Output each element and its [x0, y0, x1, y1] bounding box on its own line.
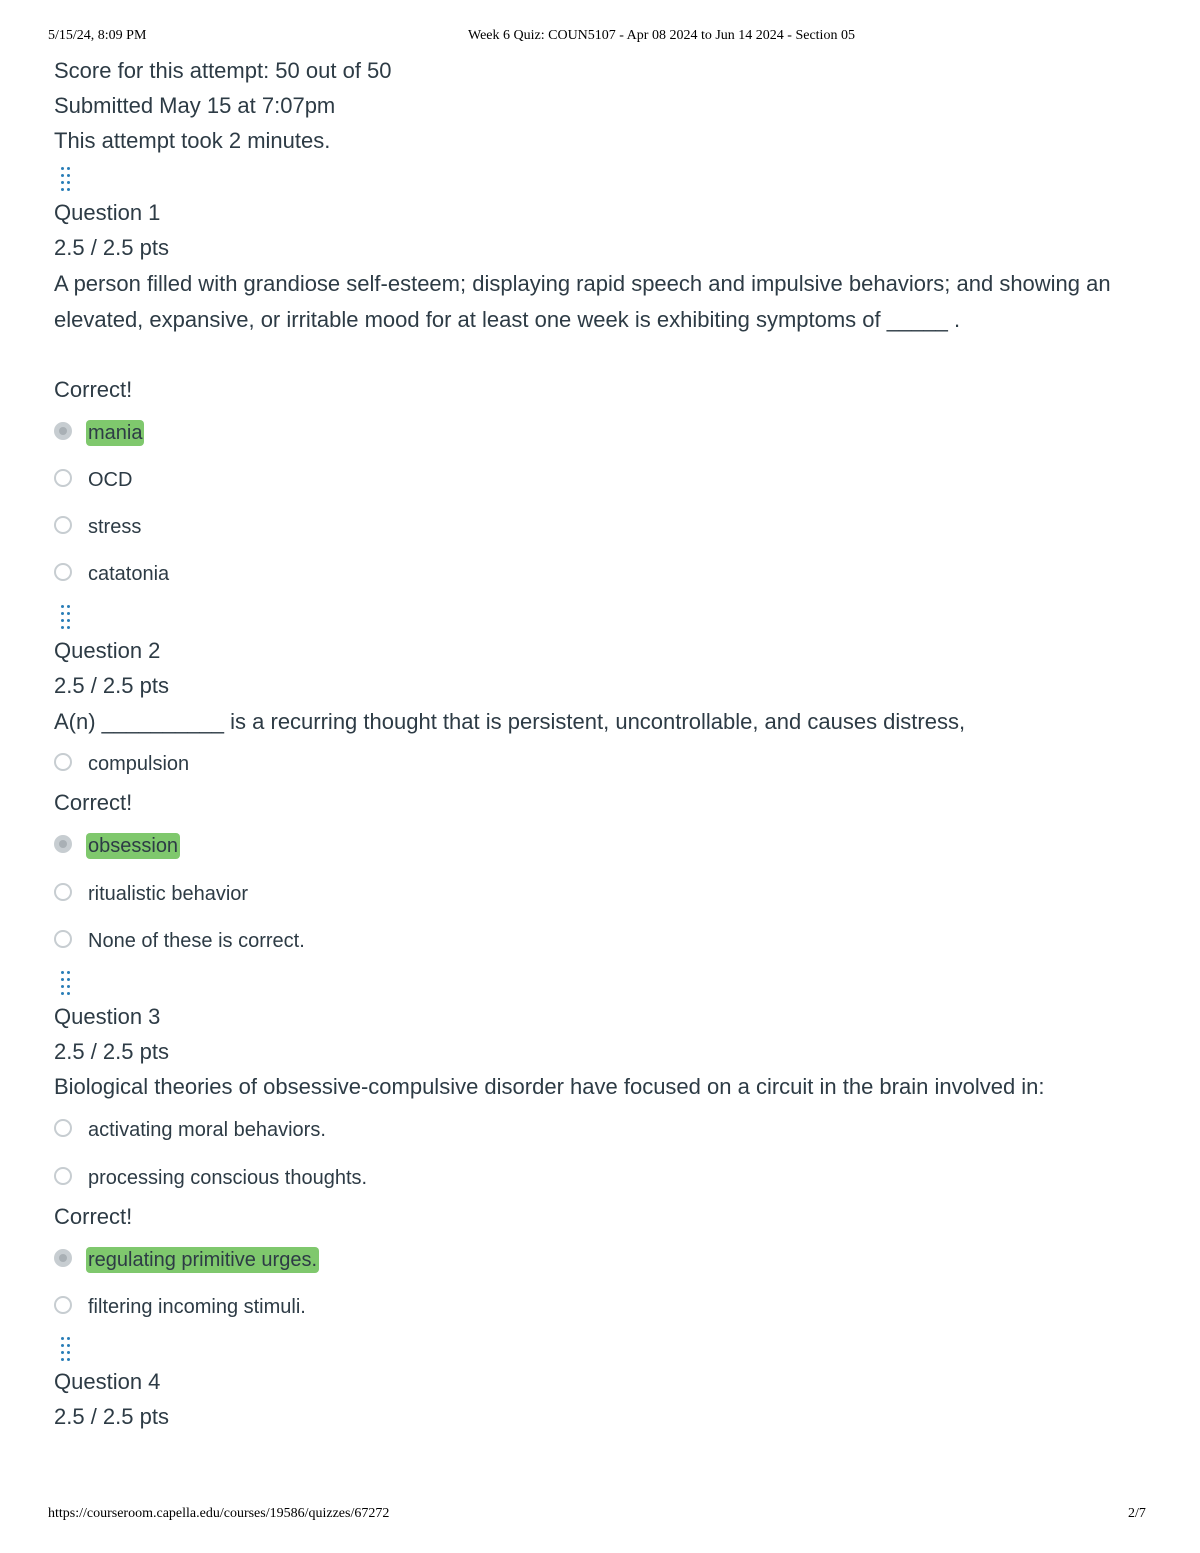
- question-points: 2.5 / 2.5 pts: [54, 235, 169, 260]
- question-text: A(n) __________ is a recurring thought that is persistent, uncontrollable, and causes distress,: [54, 709, 966, 734]
- drag-handle-icon[interactable]: [61, 605, 71, 629]
- radio-icon[interactable]: [54, 563, 72, 581]
- score-summary: Score for this attempt: 50 out of 50: [54, 58, 392, 83]
- radio-icon[interactable]: [54, 1296, 72, 1314]
- question-title: Question 2: [54, 638, 161, 663]
- print-url: https://courseroom.capella.edu/courses/19586/quizzes/67272: [48, 1506, 390, 1521]
- print-page-title: Week 6 Quiz: COUN5107 - Apr 08 2024 to Jun 14 2024 - Section 05: [468, 28, 855, 43]
- print-header: [0, 28, 1200, 48]
- radio-icon[interactable]: [54, 469, 72, 487]
- answer-label: catatonia: [88, 563, 170, 585]
- drag-handle-icon[interactable]: [61, 1337, 71, 1361]
- radio-icon[interactable]: [54, 753, 72, 771]
- answer-label-correct: mania: [88, 422, 143, 444]
- question-title: Question 4: [54, 1369, 161, 1394]
- answer-label: stress: [88, 516, 142, 538]
- print-footer: [0, 1506, 1200, 1526]
- answer-label: filtering incoming stimuli.: [88, 1296, 306, 1318]
- answer-label: compulsion: [88, 753, 190, 775]
- question-points: 2.5 / 2.5 pts: [54, 673, 169, 698]
- radio-icon[interactable]: [54, 1167, 72, 1185]
- answer-label: activating moral behaviors.: [88, 1119, 326, 1141]
- radio-icon[interactable]: [54, 883, 72, 901]
- answer-label: OCD: [88, 469, 133, 491]
- correct-label: Correct!: [54, 377, 133, 402]
- question-points: 2.5 / 2.5 pts: [54, 1039, 169, 1064]
- submitted-time: Submitted May 15 at 7:07pm: [54, 93, 336, 118]
- radio-icon[interactable]: [54, 930, 72, 948]
- answer-label-correct: obsession: [88, 835, 179, 857]
- radio-selected-icon[interactable]: [54, 422, 72, 440]
- question-text: A person filled with grandiose self-esteem; displaying rapid speech and impulsive behaviors; and showing an elevated, expansive, or irritable mood for at least one week is exhibiting symptoms of _____ .: [54, 271, 1111, 332]
- print-page-number: 2/7: [1128, 1506, 1146, 1521]
- answer-label: None of these is correct.: [88, 930, 305, 952]
- question-title: Question 1: [54, 200, 161, 225]
- answer-label: ritualistic behavior: [88, 883, 249, 905]
- question-text: Biological theories of obsessive-compulsive disorder have focused on a circuit in the brain involved in:: [54, 1074, 1045, 1099]
- print-datetime: 5/15/24, 8:09 PM: [48, 28, 147, 43]
- drag-handle-icon[interactable]: [61, 167, 71, 191]
- radio-icon[interactable]: [54, 516, 72, 534]
- correct-label: Correct!: [54, 1204, 133, 1229]
- answer-label: processing conscious thoughts.: [88, 1167, 368, 1189]
- drag-handle-icon[interactable]: [61, 971, 71, 995]
- correct-label: Correct!: [54, 790, 133, 815]
- radio-selected-icon[interactable]: [54, 1249, 72, 1267]
- question-points: 2.5 / 2.5 pts: [54, 1404, 169, 1429]
- question-title: Question 3: [54, 1004, 161, 1029]
- answer-label-correct: regulating primitive urges.: [88, 1249, 317, 1271]
- attempt-duration: This attempt took 2 minutes.: [54, 128, 331, 153]
- radio-icon[interactable]: [54, 1119, 72, 1137]
- radio-selected-icon[interactable]: [54, 835, 72, 853]
